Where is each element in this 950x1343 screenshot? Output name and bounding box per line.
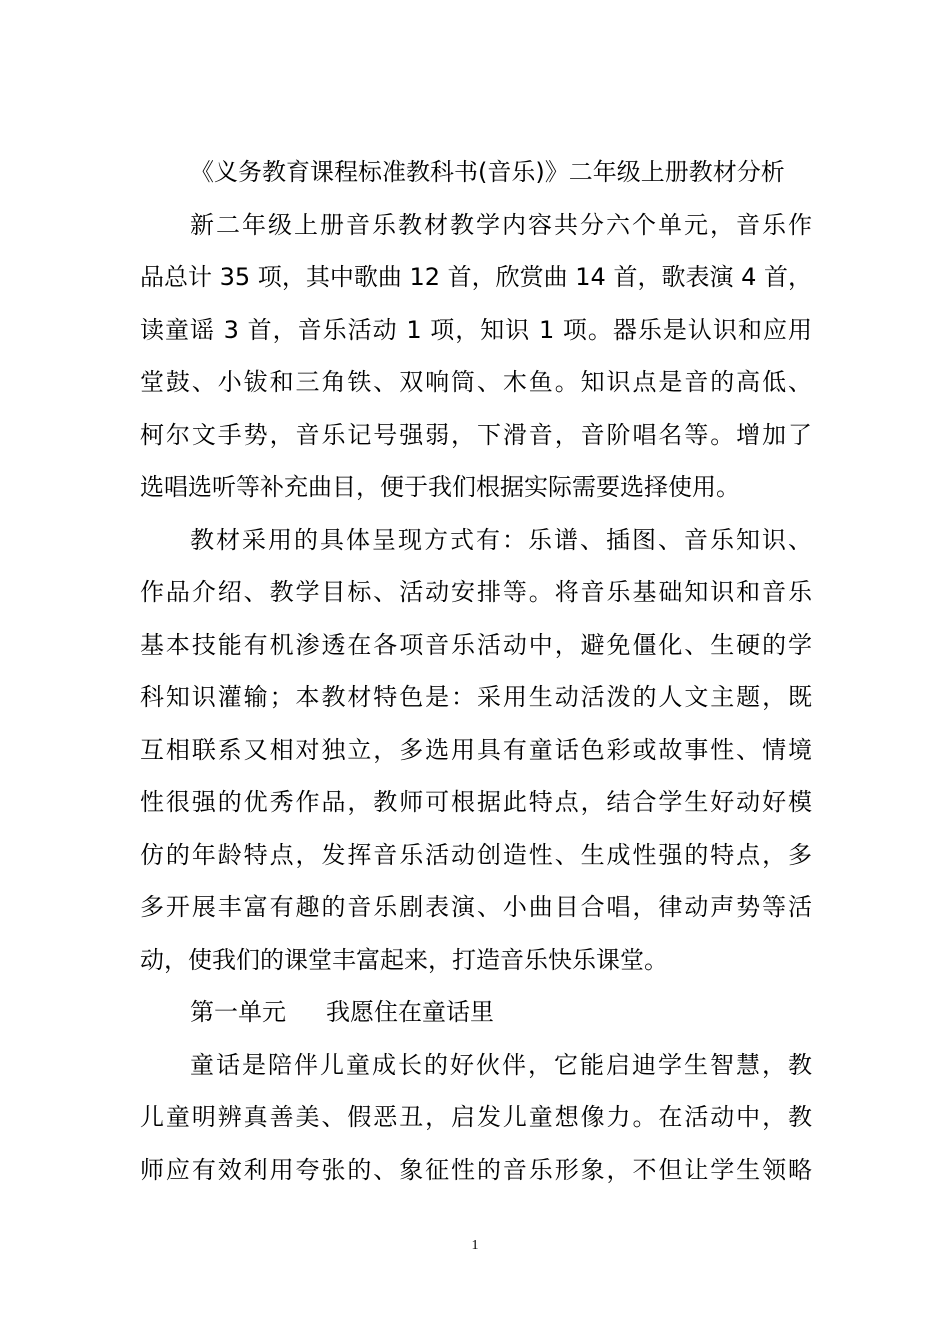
paragraph-presentation: [140, 514, 812, 987]
paragraph-line: 读童谣 3 首，音乐活动 1 项，知识 1 项。器乐是认识和应用: [140, 315, 812, 344]
paragraph-line: 互相联系又相对独立，多选用具有童话色彩或故事性、情境: [140, 735, 812, 764]
document-body: [140, 146, 812, 1196]
document-title: 《义务教育课程标准教科书(音乐)》二年级上册教材分析: [190, 158, 785, 186]
paragraph-line: 教材采用的具体呈现方式有：乐谱、插图、音乐知识、: [190, 525, 812, 554]
paragraph-line: 新二年级上册音乐教材教学内容共分六个单元，音乐作: [190, 210, 812, 239]
paragraph-line: 基本技能有机渗透在各项音乐活动中，避免僵化、生硬的学: [140, 630, 812, 659]
paragraph-line: 品总计 35 项，其中歌曲 12 首，欣赏曲 14 首，歌表演 4 首，: [140, 263, 812, 291]
unit-number: 第一单元: [190, 998, 286, 1026]
unit-heading: [140, 986, 812, 1039]
paragraph-line: 作品介绍、教学目标、活动安排等。将音乐基础知识和音乐: [140, 578, 812, 606]
page-number: 1: [471, 1238, 479, 1253]
paragraph-overview: [140, 199, 812, 514]
paragraph-line: 多开展丰富有趣的音乐剧表演、小曲目合唱，律动声势等活: [140, 893, 812, 921]
paragraph-line: 童话是陪伴儿童成长的好伙伴，它能启迪学生智慧，教: [190, 1050, 812, 1079]
paragraph-line: 性很强的优秀作品，教师可根据此特点，结合学生好动好模: [140, 788, 812, 816]
paragraph-line: 选唱选听等补充曲目，便于我们根据实际需要选择使用。: [140, 473, 740, 501]
paragraph-line: 儿童明辨真善美、假恶丑，启发儿童想像力。在活动中，教: [140, 1103, 812, 1131]
paragraph-line: 堂鼓、小钹和三角铁、双响筒、木鱼。知识点是音的高低、: [140, 368, 812, 396]
paragraph-line: 动，使我们的课堂丰富起来，打造音乐快乐课堂。: [140, 945, 668, 974]
paragraph-line: 师应有效利用夸张的、象征性的音乐形象，不但让学生领略: [140, 1155, 812, 1184]
paragraph-unit-one: [140, 1039, 812, 1197]
paragraph-line: 仿的年龄特点，发挥音乐活动创造性、生成性强的特点，多: [140, 840, 812, 869]
paragraph-line: 科知识灌输；本教材特色是：采用生动活泼的人文主题，既: [140, 683, 812, 711]
paragraph-line: 柯尔文手势，音乐记号强弱，下滑音，音阶唱名等。增加了: [140, 420, 812, 449]
unit-name: 我愿住在童话里: [326, 998, 494, 1026]
